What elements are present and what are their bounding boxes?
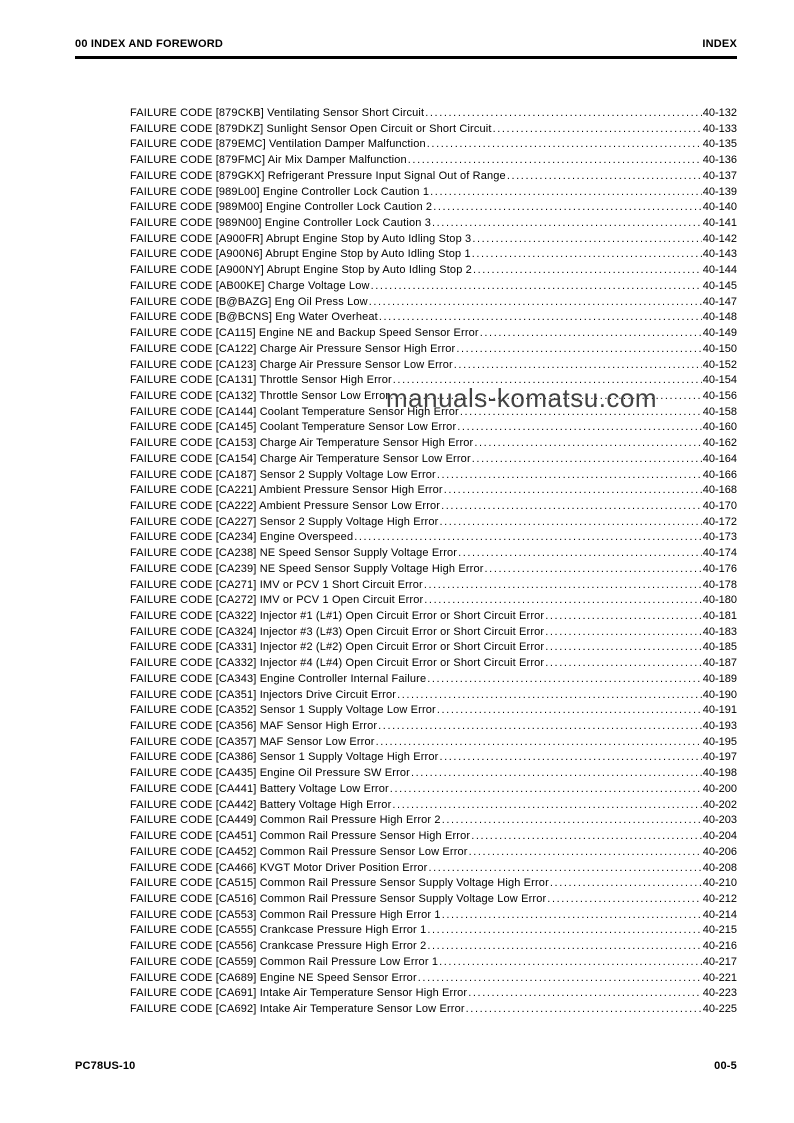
index-entry-label: FAILURE CODE [879EMC] Ventilation Damper Malfunction <box>130 138 426 151</box>
index-entry-label: FAILURE CODE [CA343] Engine Controller Internal Failure <box>130 672 427 685</box>
footer-model-number: PC78US-10 <box>75 1060 136 1072</box>
index-entry-page-number: 40-206 <box>702 845 737 858</box>
index-entry-label: FAILURE CODE [CA153] Charge Air Temperature Sensor High Error <box>130 437 474 450</box>
index-entry-label: FAILURE CODE [CA322] Injector #1 (L#1) Open Circuit Error or Short Circuit Error <box>130 610 545 622</box>
index-entry-row <box>130 122 737 138</box>
index-entry-page-number: 40-216 <box>702 940 737 953</box>
dot-leader <box>460 405 702 421</box>
index-entry-page-number: 40-158 <box>702 405 737 418</box>
dot-leader <box>545 609 701 625</box>
index-entry-label: FAILURE CODE [B@BCNS] Eng Water Overheat <box>130 311 378 324</box>
dot-leader <box>471 829 702 845</box>
index-entry-label: FAILURE CODE [CA351] Injectors Drive Circuit Error <box>130 688 397 701</box>
index-entry-page-number: 40-172 <box>702 515 737 528</box>
dot-leader <box>427 923 701 939</box>
dot-leader <box>550 876 702 892</box>
index-entry-page-number: 40-152 <box>702 358 737 371</box>
index-entry-row <box>130 625 737 641</box>
index-entry-row <box>130 892 737 908</box>
index-entry-page-number: 40-154 <box>702 374 737 387</box>
index-entry-page-number: 40-164 <box>702 452 737 465</box>
index-entry-row <box>130 263 737 279</box>
index-entry-page-number: 40-148 <box>702 311 737 324</box>
index-entry-label: FAILURE CODE [A900FR] Abrupt Engine Stop by Auto Idling Stop 3 <box>130 232 472 245</box>
dot-leader <box>425 106 702 122</box>
index-entry-label: FAILURE CODE [CA386] Sensor 1 Supply Voltage High Error <box>130 751 439 764</box>
dot-leader <box>493 122 702 138</box>
index-entry-label: FAILURE CODE [989N00] Engine Controller Lock Caution 3 <box>130 217 431 230</box>
dot-leader <box>507 169 702 185</box>
index-entry-page-number: 40-141 <box>702 217 737 230</box>
index-entry-page-number: 40-173 <box>702 531 737 544</box>
site-watermark: manuals-komatsu.com <box>386 383 658 413</box>
dot-leader <box>393 373 702 389</box>
index-entry-row <box>130 955 737 971</box>
index-entry-label: FAILURE CODE [AB00KE] Charge Voltage Low <box>130 279 370 292</box>
index-entry-row <box>130 845 737 861</box>
index-entry-row <box>130 185 737 201</box>
index-entry-label: FAILURE CODE [CA144] Coolant Temperature Sensor High Error <box>130 405 459 418</box>
dot-leader <box>547 892 701 908</box>
dot-leader <box>408 153 702 169</box>
index-entry-label: FAILURE CODE [CA515] Common Rail Pressure Sensor Supply Voltage High Error <box>130 877 549 890</box>
index-entry-label: FAILURE CODE [CA691] Intake Air Temperature Sensor High Error <box>130 987 468 1000</box>
index-entry-row <box>130 939 737 955</box>
dot-leader <box>429 861 702 877</box>
index-entry-label: FAILURE CODE [CA324] Injector #3 (L#3) Open Circuit Error or Short Circuit Error <box>130 625 545 638</box>
dot-leader <box>437 703 702 719</box>
dot-leader <box>456 342 701 358</box>
dot-leader <box>458 546 702 562</box>
index-entry-label: FAILURE CODE [A900N6] Abrupt Engine Stop by Auto Idling Stop 1 <box>130 248 471 261</box>
index-entry-row <box>130 326 737 342</box>
dot-leader <box>354 530 702 546</box>
index-entry-row <box>130 405 737 421</box>
index-entry-page-number: 40-180 <box>702 594 737 607</box>
index-entry-label: FAILURE CODE [CA357] MAF Sensor Low Error <box>130 735 375 748</box>
index-entry-row <box>130 483 737 499</box>
dot-leader <box>469 845 702 861</box>
dot-leader <box>472 452 702 468</box>
index-entry-label: FAILURE CODE [CA449] Common Rail Pressure High Error 2 <box>130 814 441 827</box>
index-entry-row <box>130 813 737 829</box>
dot-leader <box>468 986 701 1002</box>
page-footer <box>75 1060 737 1072</box>
index-entry-page-number: 40-147 <box>702 295 737 308</box>
index-entry-page-number: 40-191 <box>702 704 737 717</box>
dot-leader <box>472 247 702 263</box>
dot-leader <box>379 310 702 326</box>
index-entry-label: FAILURE CODE [CA331] Injector #2 (L#2) Open Circuit Error or Short Circuit Error <box>130 641 545 654</box>
index-entry-row <box>130 688 737 704</box>
dot-leader <box>439 515 701 531</box>
dot-leader <box>444 483 702 499</box>
index-entry-label: FAILURE CODE [CA442] Battery Voltage High Error <box>130 798 392 811</box>
index-entry-page-number: 40-140 <box>702 201 737 214</box>
index-entry-row <box>130 971 737 987</box>
index-entry-label: FAILURE CODE [CA145] Coolant Temperature Sensor Low Error <box>130 421 457 434</box>
index-entry-row <box>130 1002 737 1018</box>
dot-leader <box>545 625 701 641</box>
index-entry-label: FAILURE CODE [CA516] Common Rail Pressure Sensor Supply Voltage Low Error <box>130 892 547 905</box>
index-entry-page-number: 40-208 <box>702 861 737 874</box>
index-entry-label: FAILURE CODE [879FMC] Air Mix Damper Malfunction <box>130 154 407 167</box>
dot-leader <box>369 295 702 311</box>
index-entry-label: FAILURE CODE [CA452] Common Rail Pressure Sensor Low Error <box>130 845 468 858</box>
dot-leader <box>457 420 701 436</box>
failure-code-index-list <box>130 106 737 1018</box>
index-entry-label: FAILURE CODE [879DKZ] Sunlight Sensor Open Circuit or Short Circuit <box>130 122 492 135</box>
index-entry-label: FAILURE CODE [989M00] Engine Controller Lock Caution 2 <box>130 201 433 214</box>
dot-leader <box>397 688 702 704</box>
index-entry-page-number: 40-135 <box>702 138 737 151</box>
index-entry-label: FAILURE CODE [879GKX] Refrigerant Pressure Input Signal Out of Range <box>130 169 506 182</box>
index-entry-page-number: 40-136 <box>702 154 737 167</box>
index-entry-page-number: 40-142 <box>702 232 737 245</box>
index-entry-label: FAILURE CODE [CA356] MAF Sensor High Error <box>130 720 378 733</box>
dot-leader <box>437 468 702 484</box>
dot-leader <box>454 358 702 374</box>
index-entry-row <box>130 137 737 153</box>
index-entry-row <box>130 719 737 735</box>
dot-leader <box>433 200 702 216</box>
index-entry-row <box>130 578 737 594</box>
index-entry-label: FAILURE CODE [CA187] Sensor 2 Supply Voltage Low Error <box>130 468 436 481</box>
dot-leader <box>427 939 701 955</box>
index-entry-label: FAILURE CODE [CA272] IMV or PCV 1 Open Circuit Error <box>130 594 424 607</box>
dot-leader <box>392 798 701 814</box>
index-entry-row <box>130 499 737 515</box>
index-entry-page-number: 40-162 <box>702 437 737 450</box>
index-entry-page-number: 40-225 <box>702 1002 737 1015</box>
index-entry-row <box>130 358 737 374</box>
index-entry-row <box>130 200 737 216</box>
dot-leader <box>480 326 702 342</box>
footer-page-number: 00-5 <box>714 1060 737 1072</box>
dot-leader <box>439 955 702 971</box>
dot-leader <box>432 216 702 232</box>
index-entry-label: FAILURE CODE [CA451] Common Rail Pressure Sensor High Error <box>130 830 471 843</box>
index-entry-page-number: 40-183 <box>702 625 737 638</box>
index-entry-label: FAILURE CODE [CA689] Engine NE Speed Sensor Error <box>130 971 417 984</box>
index-entry-page-number: 40-197 <box>702 751 737 764</box>
dot-leader <box>418 971 702 987</box>
index-entry-label: FAILURE CODE [CA352] Sensor 1 Supply Voltage Low Error <box>130 704 436 717</box>
index-entry-label: FAILURE CODE [CA466] KVGT Motor Driver Position Error <box>130 861 428 874</box>
index-entry-page-number: 40-195 <box>702 735 737 748</box>
index-entry-label: FAILURE CODE [CA222] Ambient Pressure Sensor Low Error <box>130 499 441 512</box>
index-entry-page-number: 40-149 <box>702 327 737 340</box>
dot-leader <box>427 137 702 153</box>
index-entry-page-number: 40-223 <box>702 987 737 1000</box>
dot-leader <box>439 750 701 766</box>
dot-leader <box>430 185 702 201</box>
index-entry-page-number: 40-214 <box>702 908 737 921</box>
dot-leader <box>466 1002 702 1018</box>
index-entry-page-number: 40-145 <box>702 279 737 292</box>
index-entry-page-number: 40-139 <box>702 185 737 198</box>
index-entry-row <box>130 452 737 468</box>
index-entry-label: FAILURE CODE [CA122] Charge Air Pressure Sensor High Error <box>130 342 456 355</box>
index-entry-row <box>130 420 737 436</box>
index-entry-row <box>130 530 737 546</box>
index-entry-row <box>130 106 737 122</box>
index-entry-row <box>130 153 737 169</box>
dot-leader <box>473 263 702 279</box>
index-entry-page-number: 40-174 <box>702 547 737 560</box>
index-entry-row <box>130 703 737 719</box>
index-entry-page-number: 40-187 <box>702 657 737 670</box>
index-entry-page-number: 40-176 <box>702 562 737 575</box>
index-entry-label: FAILURE CODE [CA132] Throttle Sensor Low Error <box>130 389 390 402</box>
index-entry-label: FAILURE CODE [CA221] Ambient Pressure Sensor High Error <box>130 484 443 497</box>
index-entry-label: FAILURE CODE [CA271] IMV or PCV 1 Short Circuit Error <box>130 578 423 591</box>
index-entry-row <box>130 861 737 877</box>
index-entry-label: FAILURE CODE [CA553] Common Rail Pressure High Error 1 <box>130 908 441 921</box>
index-entry-label: FAILURE CODE [CA239] NE Speed Sensor Supply Voltage High Error <box>130 562 484 575</box>
index-entry-page-number: 40-189 <box>702 672 737 685</box>
index-entry-row <box>130 436 737 452</box>
index-entry-label: FAILURE CODE [CA227] Sensor 2 Supply Voltage High Error <box>130 515 439 528</box>
index-entry-page-number: 40-217 <box>702 955 737 968</box>
dot-leader <box>427 672 702 688</box>
index-entry-row <box>130 295 737 311</box>
dot-leader <box>371 279 702 295</box>
index-entry-row <box>130 515 737 531</box>
index-entry-row <box>130 468 737 484</box>
index-entry-label: FAILURE CODE [CA692] Intake Air Temperature Sensor Low Error <box>130 1002 465 1015</box>
dot-leader <box>485 562 702 578</box>
index-entry-page-number: 40-190 <box>702 688 737 701</box>
index-entry-page-number: 40-178 <box>702 578 737 591</box>
dot-leader <box>545 656 701 672</box>
index-entry-page-number: 40-212 <box>702 892 737 905</box>
index-entry-row <box>130 169 737 185</box>
index-entry-label: FAILURE CODE [CA238] NE Speed Sensor Supply Voltage Error <box>130 547 458 560</box>
index-entry-page-number: 40-137 <box>702 169 737 182</box>
index-entry-row <box>130 232 737 248</box>
index-entry-row <box>130 656 737 672</box>
index-entry-row <box>130 750 737 766</box>
index-entry-page-number: 40-144 <box>702 264 737 277</box>
index-entry-row <box>130 876 737 892</box>
index-entry-page-number: 40-181 <box>702 610 737 622</box>
dot-leader <box>424 578 702 594</box>
dot-leader <box>474 436 701 452</box>
index-entry-page-number: 40-198 <box>702 767 737 780</box>
index-entry-page-number: 40-221 <box>702 971 737 984</box>
index-entry-page-number: 40-156 <box>702 389 737 402</box>
index-entry-page-number: 40-143 <box>702 248 737 261</box>
index-entry-label: FAILURE CODE [CA115] Engine NE and Backup Speed Sensor Error <box>130 327 479 340</box>
index-entry-row <box>130 735 737 751</box>
index-entry-label: FAILURE CODE [CA234] Engine Overspeed <box>130 531 354 544</box>
index-entry-label: FAILURE CODE [879CKB] Ventilating Sensor Short Circuit <box>130 107 425 119</box>
index-entry-label: FAILURE CODE [A900NY] Abrupt Engine Stop by Auto Idling Stop 2 <box>130 264 472 277</box>
dot-leader <box>545 640 701 656</box>
dot-leader <box>390 782 702 798</box>
index-entry-page-number: 40-160 <box>702 421 737 434</box>
dot-leader <box>472 232 701 248</box>
dot-leader <box>442 813 702 829</box>
index-entry-page-number: 40-193 <box>702 720 737 733</box>
index-entry-row <box>130 829 737 845</box>
index-entry-page-number: 40-200 <box>702 782 737 795</box>
index-entry-label: FAILURE CODE [CA559] Common Rail Pressure Low Error 1 <box>130 955 439 968</box>
dot-leader <box>411 766 702 782</box>
index-entry-row <box>130 279 737 295</box>
dot-leader <box>441 499 702 515</box>
index-entry-row <box>130 766 737 782</box>
index-entry-label: FAILURE CODE [CA556] Crankcase Pressure High Error 2 <box>130 940 427 953</box>
index-entry-label: FAILURE CODE [CA555] Crankcase Pressure High Error 1 <box>130 924 427 937</box>
dot-leader <box>442 908 702 924</box>
index-entry-row <box>130 986 737 1002</box>
index-entry-page-number: 40-132 <box>702 107 737 119</box>
dot-leader <box>376 735 702 751</box>
index-entry-row <box>130 593 737 609</box>
index-entry-row <box>130 923 737 939</box>
page-header <box>75 37 737 59</box>
index-entry-label: FAILURE CODE [989L00] Engine Controller Lock Caution 1 <box>130 185 430 198</box>
index-entry-page-number: 40-185 <box>702 641 737 654</box>
index-entry-row <box>130 546 737 562</box>
index-entry-row <box>130 782 737 798</box>
index-entry-page-number: 40-202 <box>702 798 737 811</box>
index-entry-page-number: 40-168 <box>702 484 737 497</box>
index-entry-row <box>130 389 737 405</box>
index-entry-label: FAILURE CODE [CA435] Engine Oil Pressure SW Error <box>130 767 410 780</box>
header-page-type: INDEX <box>702 38 737 50</box>
index-entry-page-number: 40-170 <box>702 499 737 512</box>
dot-leader <box>378 719 702 735</box>
index-entry-label: FAILURE CODE [CA154] Charge Air Temperature Sensor Low Error <box>130 452 471 465</box>
index-entry-label: FAILURE CODE [CA441] Battery Voltage Low Error <box>130 782 389 795</box>
index-entry-page-number: 40-203 <box>702 814 737 827</box>
header-section-title: 00 INDEX AND FOREWORD <box>75 38 224 50</box>
index-entry-row <box>130 216 737 232</box>
dot-leader <box>424 593 701 609</box>
index-entry-row <box>130 247 737 263</box>
index-entry-row <box>130 562 737 578</box>
index-entry-page-number: 40-150 <box>702 342 737 355</box>
index-entry-page-number: 40-210 <box>702 877 737 890</box>
index-entry-row <box>130 310 737 326</box>
index-entry-row <box>130 798 737 814</box>
index-entry-page-number: 40-215 <box>702 924 737 937</box>
index-entry-row <box>130 373 737 389</box>
index-entry-page-number: 40-166 <box>702 468 737 481</box>
index-entry-label: FAILURE CODE [CA332] Injector #4 (L#4) Open Circuit Error or Short Circuit Error <box>130 657 545 670</box>
index-entry-row <box>130 908 737 924</box>
index-entry-row <box>130 672 737 688</box>
index-entry-page-number: 40-204 <box>702 830 737 843</box>
index-entry-page-number: 40-133 <box>702 122 737 135</box>
index-entry-label: FAILURE CODE [CA123] Charge Air Pressure Sensor Low Error <box>130 358 453 371</box>
index-entry-row <box>130 640 737 656</box>
dot-leader <box>390 389 702 405</box>
index-entry-row <box>130 342 737 358</box>
index-entry-label: FAILURE CODE [B@BAZG] Eng Oil Press Low <box>130 295 368 308</box>
index-entry-row <box>130 609 737 625</box>
index-entry-label: FAILURE CODE [CA131] Throttle Sensor High Error <box>130 374 392 387</box>
